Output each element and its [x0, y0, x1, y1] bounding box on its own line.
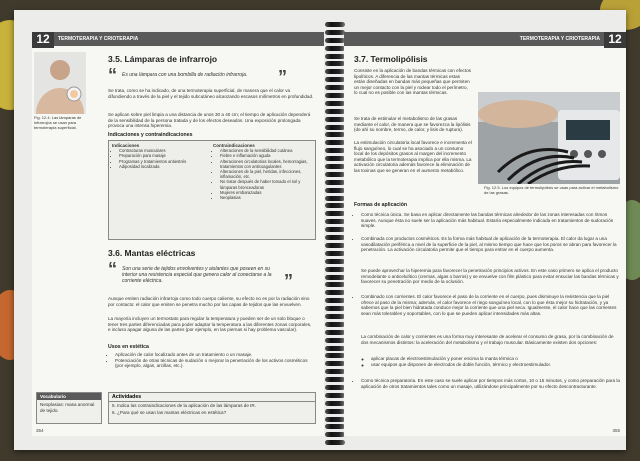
- spiral-binding: [325, 22, 345, 452]
- list-item: • Como técnica preparatoria. En este caso se suele aplicar por tiempos más cortos, 10 o 15 minutos, y como preparación para la aplicación de otros tratamientos tales como un masaje, utilizándose principalmente por su efecto descontracturante.: [361, 378, 620, 389]
- book: [14, 10, 626, 450]
- vocabulary-box: [36, 392, 102, 424]
- sub-bullet-list: [364, 356, 620, 367]
- quote-mark-icon: “: [108, 259, 117, 279]
- paragraph: La mayoría incluyen un termostato para regular la temperatura y pueden ser de un solo bloque o tener tres partes diferenciadas para poder adaptar la temperatura a las diferentes zonas corporales, e incluso apagar alguna de las partes (por ejemplo, en las piernas si hay problema vascular).: [108, 316, 312, 333]
- list-item: • Fiebre e inflamación aguda: [220, 153, 311, 158]
- activities-title: Actividades: [109, 393, 315, 402]
- uses-list: [108, 352, 314, 369]
- bullet-paragraph: [354, 294, 620, 316]
- indications-table: [108, 140, 316, 240]
- indications-heading: Indicaciones: [112, 143, 140, 148]
- page-header: [32, 32, 324, 46]
- indications-column: [112, 143, 202, 169]
- list-item: • Alteraciones de la piel, heridas, infecciones, inflamación, etc.: [220, 169, 311, 179]
- page-number: 354: [36, 428, 44, 433]
- page-header: [344, 32, 626, 46]
- list-item: • Potenciación de otras técnicas de sudación o mejorar la penetración de los activos cosméticos (por ejemplo, algas, arcillas, etc.).: [115, 358, 314, 369]
- quote-mark-icon: ”: [284, 271, 293, 291]
- list-item: • Como técnica única. Se basa en aplicar directamente las bandas térmicas alrededor de las zonas interesadas con ritmos suaves. Aunque ésta no suele ser la aplicación más habitual. Estaría especialmente indicada en tratamientos de sudoración simple.: [361, 212, 620, 229]
- paragraph: Se aplican sobre piel limpia a una distancia de unos 30 a 40 cm; el tiempo de aplicación dependerá de la sensibilidad de la persona tratada y de los efectos deseados. Una exposición prolongada provoca una intensa hiperemia.: [108, 112, 311, 129]
- list-item: • Alteraciones de la sensibilidad cutánea: [220, 148, 311, 153]
- list-item: • Mujeres embarazadas: [220, 190, 311, 195]
- page-number: 355: [612, 428, 620, 433]
- quote-mark-icon: ”: [278, 67, 287, 87]
- paragraph: Se trata de estimular el metabolismo de las grasas mediante el calor, de manera que se favorezca la lipólisis (de ahí su nombre, termo, de calor, y lisis de ruptura).: [354, 116, 471, 133]
- section-title: 3.5. Lámparas de infrarrojo: [108, 54, 218, 64]
- activity-item: 6. ¿Para qué se usan las mantas eléctricas en estética?: [112, 410, 227, 415]
- left-page: [32, 32, 324, 436]
- bullet-paragraph: [354, 212, 620, 229]
- paragraph: La combinación de calor y corrientes es una forma muy interesante de acelerar el consumo de grasa, por la combinación de dos mecanismos distintos: la aceleración del metabolismo y el trabajo muscular. Básicamente existen dos opciones:: [361, 334, 614, 345]
- list-item: • Contracturas musculares: [119, 148, 202, 153]
- list-item: ◦ aplicar placas de electroestimulación y poner encima la manta térmica o: [371, 356, 620, 362]
- list-item: • No tratar después de haber tomado el sol y lámparas bronceadoras: [220, 179, 311, 189]
- figure-caption: Fig. 12.4. Las lámparas de infrarrojos se usan para termoterapia superficial.: [34, 115, 82, 130]
- vocabulary-title: Vocabulario: [37, 393, 101, 400]
- list-item: • Programas y tratamientos antiestrés: [119, 159, 202, 164]
- bullet-paragraph: [354, 378, 620, 389]
- paragraph: Se puede aprovechar la hiperemia para favorecer la penetración principios activos. En este caso primero se aplica el producto remodelante o anticelulítico (cremas, algas o barros) y se envuelve con film plástico para evitar ensuciar las bandas térmicas y favorecer su penetración por medio de la oclusión.: [361, 268, 619, 285]
- list-item: • Neoplasias: [220, 195, 311, 200]
- chapter-number: 12: [32, 32, 54, 48]
- section-title: 3.7. Termolipólisis: [354, 54, 428, 64]
- paragraph: La estimulación circulatoria local favorece e incrementa el flujo sanguíneo, lo cual se ha asociado a un consumo local de los depósitos grasos al margen del incremento metabólico que la termoterapia implica por ella misma. La activación circulatoria además favorece la eliminación de las toxinas que se generan en el aumento metabólico.: [354, 140, 472, 173]
- list-item: • Preparación para masaje: [119, 153, 202, 158]
- right-page: [344, 32, 626, 436]
- section-title: 3.6. Mantas eléctricas: [108, 248, 196, 258]
- paragraph: Se trata, como se ha indicado, de una termoterapia superficial, de manera que el calor va difundiendo a través de la piel y el tejido subcutáneo alcanzando escasos milímetros en profundidad.: [108, 88, 314, 99]
- paragraph: Aunque emiten radiación infrarroja como todo cuerpo caliente, su efecto no es por la radiación sino por contacto: el calor que emiten se penetra mucho por las capas de tejidos que las envuelven.: [108, 296, 310, 307]
- figure-infrared-lamp: [34, 52, 86, 114]
- list-item: • Combinada con productos cosméticos. Es la forma más habitual de aplicación de la termoterapia. El calor da lugar a una vasodilatación periférica a nivel de la superficie de la piel, al mismo tiempo que hace que los poros se abran para favorecer la penetración. La activación circulatoria permite que el tiempo para entrar en el cuerpo aumenta.: [361, 236, 620, 253]
- bullet-paragraph: [354, 236, 620, 253]
- activity-item: 5. Indica las contraindicaciones de la aplicación de las lámparas de IR.: [112, 403, 257, 408]
- subsection-title: Usos en estética: [108, 344, 149, 350]
- chapter-number: 12: [604, 32, 626, 48]
- contraindications-heading: Contraindicaciones: [213, 143, 255, 148]
- paragraph: Consiste en la aplicación de bandas térmicas con efectos lipolíticos. A diferencia de las mantas térmicas estas están diseñadas en bandas más pequeñas que permiten un mejor contacto con la piel y rodear todo el perímetro, lo cual no es posible con las mantas térmicas.: [354, 68, 471, 96]
- list-item: • Combinado con corrientes. El calor favorece el paso de la corriente en el cuerpo, pues disminuye la resistencia que la piel ofrece al paso de la misma; además, el calor favorece el riego sanguíneo local, con lo que ésta mejor su hidratación, y ya sabemos que la piel bien hidratada conduce mejor la corriente que una piel seca. Igualmente, el calor hace que las corrientes sean más tolerables y soportables, con lo que se pueden aplicar intensidades más altas.: [361, 294, 620, 316]
- vocabulary-text: Neoplasias: masa anormal de tejido.: [40, 402, 95, 413]
- activities-box: [108, 392, 316, 424]
- table-title: Indicaciones y contraindicaciones: [108, 132, 193, 138]
- contraindications-column: [213, 143, 311, 200]
- list-item: ◦ usar equipos que disponen de electrodos de doble función, térmico y electroestimulador.: [371, 362, 620, 368]
- header-title: TERMOTERAPIA Y CRIOTERAPIA: [58, 36, 139, 42]
- header-title: TERMOTERAPIA Y CRIOTERAPIA: [519, 36, 600, 42]
- list-item: • Alteraciones circulatorias locales, hemorragias, tratamientos con anticoagulantes: [220, 159, 311, 169]
- list-item: • Adiposidad localizada: [119, 164, 202, 169]
- list-item: • Aplicación de calor localizado antes de un tratamiento o un masaje.: [115, 352, 314, 358]
- figure-caption: Fig. 12.5. Los equipos de termolipólisis se usan para activar el metabolismo de las grasas.: [484, 185, 619, 195]
- definition-quote: Son una serie de tejidos envolventes y aislantes que poseen en su interior una resistencia especial que genera calor al conectarse a la corriente eléctrica.: [122, 266, 272, 284]
- figure-thermolipolysis-equipment: [478, 92, 620, 184]
- subsection-title: Formas de aplicación: [354, 202, 408, 208]
- definition-quote: Es una lámpara con una bombilla de radiación infrarroja.: [122, 72, 248, 78]
- quote-mark-icon: “: [108, 65, 117, 85]
